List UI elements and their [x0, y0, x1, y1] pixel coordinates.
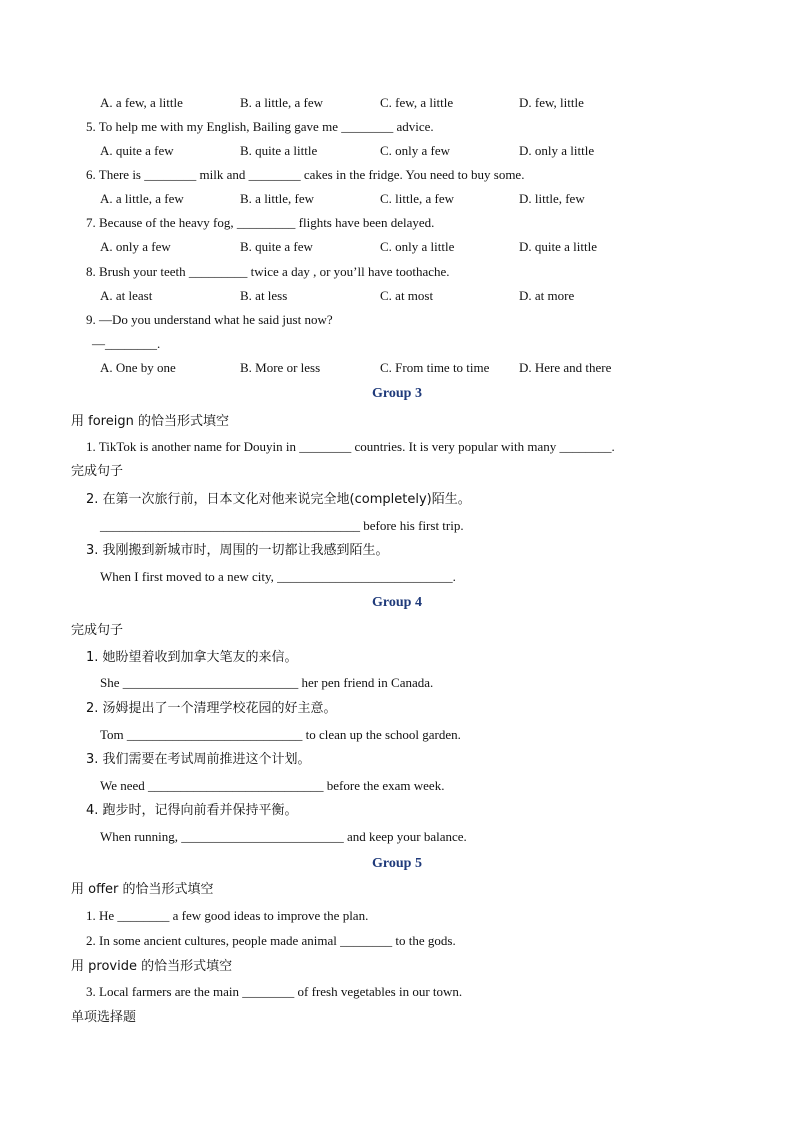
- q5-options: [0, 143, 794, 159]
- g3-answer-2: ________________________________________ before his first trip.: [100, 518, 464, 533]
- option-c: C. only a few: [380, 143, 451, 158]
- g3-answer-3: When I first moved to a new city, ___________________________.: [100, 569, 456, 584]
- option-b: B. at less: [240, 288, 288, 303]
- option-b: B. a little, few: [240, 191, 315, 206]
- question-5: 5. To help me with my English, Bailing gave me ________ advice.: [86, 119, 434, 134]
- q7-options: [0, 239, 794, 255]
- section-heading: 用 offer 的恰当形式填空: [71, 882, 214, 897]
- question-6: 6. There is ________ milk and ________ cakes in the fridge. You need to buy some.: [86, 167, 525, 182]
- section-heading: 完成句子: [71, 464, 124, 479]
- g5-question-2: 2. In some ancient cultures, people made animal ________ to the gods.: [86, 933, 456, 948]
- option-b: B. More or less: [240, 360, 321, 375]
- g3-question-2: 2. 在第一次旅行前，日本文化对他来说完全地(completely)陌生。: [86, 492, 471, 507]
- q4-options: [0, 95, 794, 111]
- option-d: D. quite a little: [519, 239, 597, 254]
- option-d: D. only a little: [519, 143, 595, 158]
- question-7: 7. Because of the heavy fog, _________ flights have been delayed.: [86, 215, 435, 230]
- group-3-title: Group 3: [372, 386, 422, 401]
- option-b: B. quite a little: [240, 143, 318, 158]
- g4-answer-4: When running, _________________________ and keep your balance.: [100, 829, 467, 844]
- option-c: C. few, a little: [380, 95, 454, 110]
- section-heading: 完成句子: [71, 623, 124, 638]
- group-5-title: Group 5: [372, 856, 422, 871]
- g4-question-4: 4. 跑步时，记得向前看并保持平衡。: [86, 803, 298, 818]
- option-a: A. quite a few: [100, 143, 174, 158]
- q9-options: [0, 360, 794, 376]
- g4-question-3: 3. 我们需要在考试周前推进这个计划。: [86, 752, 311, 767]
- option-c: C. at most: [380, 288, 434, 303]
- option-a: A. a little, a few: [100, 191, 184, 206]
- option-d: D. Here and there: [519, 360, 612, 375]
- question-9: 9. —Do you understand what he said just now?: [86, 312, 333, 327]
- section-heading: 用 provide 的恰当形式填空: [71, 959, 233, 974]
- section-heading: 用 foreign 的恰当形式填空: [71, 414, 229, 429]
- g4-question-1: 1. 她盼望着收到加拿大笔友的来信。: [86, 650, 298, 665]
- group-4-title: Group 4: [372, 595, 422, 610]
- question-9-reply: —________.: [92, 336, 161, 351]
- g4-answer-1: She ___________________________ her pen friend in Canada.: [100, 675, 434, 690]
- g4-answer-3: We need ___________________________ before the exam week.: [100, 778, 445, 793]
- option-d: D. at more: [519, 288, 575, 303]
- option-d: D. few, little: [519, 95, 584, 110]
- option-b: B. a little, a few: [240, 95, 324, 110]
- g5-question-3: 3. Local farmers are the main ________ of fresh vegetables in our town.: [86, 984, 463, 999]
- option-a: A. at least: [100, 288, 153, 303]
- section-heading: 单项选择题: [71, 1010, 137, 1025]
- question-8: 8. Brush your teeth _________ twice a day , or you’ll have toothache.: [86, 264, 450, 279]
- g3-question-3: 3. 我刚搬到新城市时，周围的一切都让我感到陌生。: [86, 543, 389, 558]
- option-c: C. only a little: [380, 239, 455, 254]
- q6-options: [0, 191, 794, 207]
- g4-question-2: 2. 汤姆提出了一个清理学校花园的好主意。: [86, 701, 337, 716]
- option-c: C. From time to time: [380, 360, 490, 375]
- option-a: A. One by one: [100, 360, 176, 375]
- g3-question-1: 1. TikTok is another name for Douyin in ________ countries. It is very popular with many ________.: [86, 439, 615, 454]
- option-a: A. only a few: [100, 239, 171, 254]
- option-c: C. little, a few: [380, 191, 455, 206]
- g4-answer-2: Tom ___________________________ to clean up the school garden.: [100, 727, 461, 742]
- option-b: B. quite a few: [240, 239, 313, 254]
- option-d: D. little, few: [519, 191, 585, 206]
- q8-options: [0, 288, 794, 304]
- option-a: A. a few, a little: [100, 95, 183, 110]
- g5-question-1: 1. He ________ a few good ideas to improve the plan.: [86, 908, 369, 923]
